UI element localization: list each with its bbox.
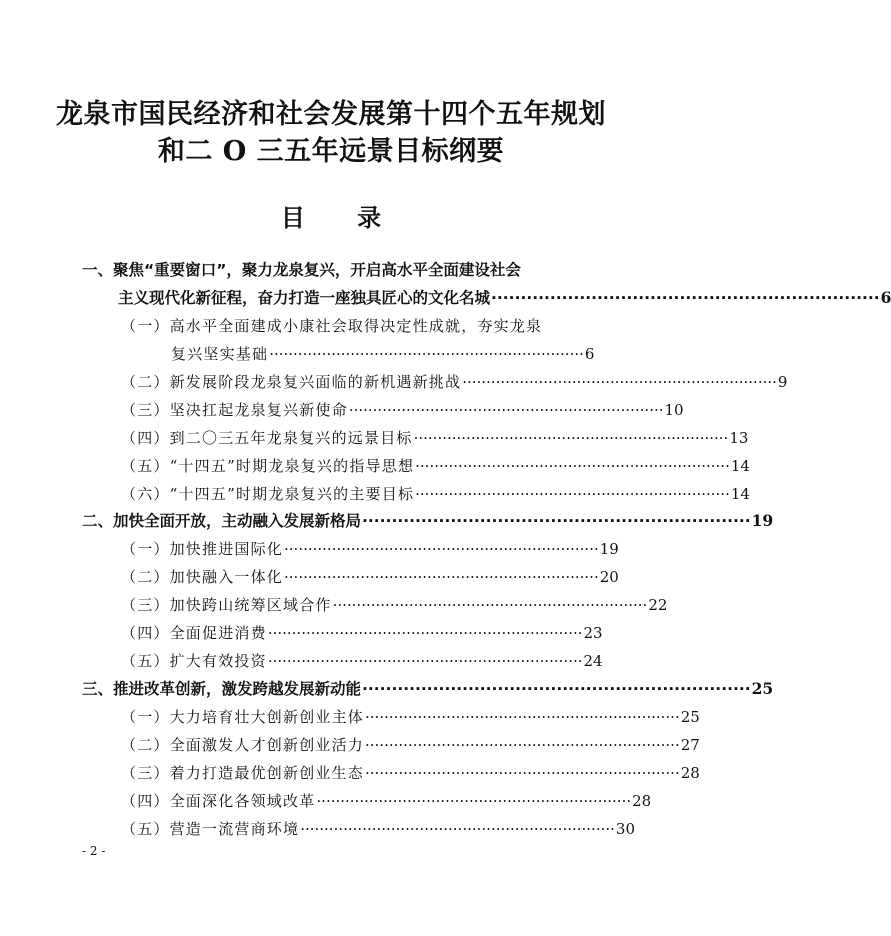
toc-page-number: 14 bbox=[730, 457, 750, 475]
toc-page-number: 20 bbox=[599, 568, 619, 586]
leader-dots: ·································································· bbox=[267, 652, 583, 670]
toc-entry-1-continued[interactable] bbox=[0, 285, 891, 311]
toc-entry-text: （五）“十四五”时期龙泉复兴的指导思想 bbox=[121, 457, 415, 475]
leader-dots: ·································································· bbox=[462, 373, 777, 391]
toc-page-number: 6 bbox=[880, 288, 891, 307]
toc-entry-text: （二）全面激发人才创新创业活力 bbox=[121, 736, 365, 754]
toc-entry-3-4[interactable] bbox=[0, 788, 662, 814]
toc-entry-text: （四）全面深化各领域改革 bbox=[121, 792, 316, 810]
page-number: - 2 - bbox=[82, 844, 106, 858]
toc-entry-1-2[interactable] bbox=[0, 369, 788, 395]
toc-entry-2-4[interactable] bbox=[0, 620, 662, 646]
leader-dots: ·································································· bbox=[284, 568, 599, 586]
toc-entry-3-2[interactable] bbox=[0, 732, 700, 758]
toc-entry-3-1[interactable] bbox=[0, 704, 700, 730]
toc-page-number: 13 bbox=[729, 429, 749, 447]
toc-entry-text: 三、推进改革创新，激发跨越发展新动能 bbox=[82, 680, 362, 698]
toc-entry-1-3[interactable] bbox=[0, 397, 684, 423]
toc-page-number: 23 bbox=[583, 624, 603, 642]
toc-entry-1-1-continued[interactable] bbox=[0, 341, 662, 367]
toc-page-number: 19 bbox=[751, 511, 774, 530]
leader-dots: ·································································· bbox=[415, 457, 730, 475]
toc-page-number: 6 bbox=[584, 345, 595, 363]
leader-dots: ·································································· bbox=[284, 540, 599, 558]
leader-dots: ·································································· bbox=[415, 485, 730, 503]
leader-dots: ·································································· bbox=[269, 345, 584, 363]
toc-heading: 目 录 bbox=[280, 204, 404, 232]
toc-entry-1-1[interactable] bbox=[0, 313, 662, 339]
toc-entry-1-6[interactable] bbox=[0, 481, 750, 507]
leader-dots: ·································································· bbox=[267, 624, 583, 642]
toc-entry-3-5[interactable] bbox=[0, 816, 662, 842]
leader-dots: ·································································· bbox=[362, 512, 751, 530]
toc-entry-text: （五）营造一流营商环境 bbox=[121, 820, 300, 838]
toc-entry-text: （三）加快跨山统筹区域合作 bbox=[121, 596, 332, 614]
toc-entry-text: （五）扩大有效投资 bbox=[121, 652, 267, 670]
toc-entry-text: （二）新发展阶段龙泉复兴面临的新机遇新挑战 bbox=[121, 373, 462, 391]
toc-entry-2-5[interactable] bbox=[0, 648, 662, 674]
toc-page-number: 24 bbox=[583, 652, 603, 670]
toc-entry-text: （三）着力打造最优创新创业生态 bbox=[121, 764, 365, 782]
toc-entry-text: （二）加快融入一体化 bbox=[121, 568, 284, 586]
toc-entry-3[interactable] bbox=[0, 676, 774, 702]
leader-dots: ·································································· bbox=[365, 708, 680, 726]
leader-dots: ·································································· bbox=[365, 736, 680, 754]
toc-entry-3-3[interactable] bbox=[0, 760, 700, 786]
toc-page-number: 27 bbox=[680, 736, 700, 754]
document-title-line-1: 龙泉市国民经济和社会发展第十四个五年规划 bbox=[56, 99, 606, 130]
toc-entry-text: 复兴坚实基础 bbox=[171, 345, 269, 363]
toc-page-number: 28 bbox=[632, 792, 652, 810]
toc-entry-text: （六）“十四五”时期龙泉复兴的主要目标 bbox=[121, 485, 415, 503]
toc-entry-text: 一、聚焦“重要窗口”，聚力龙泉复兴，开启高水平全面建设社会 bbox=[82, 261, 521, 279]
toc-page-number: 30 bbox=[615, 820, 635, 838]
toc-entry-2-1[interactable] bbox=[0, 536, 662, 562]
toc-entry-2[interactable] bbox=[0, 508, 774, 534]
leader-dots: ·································································· bbox=[365, 764, 680, 782]
toc-entry-text: （一）高水平全面建成小康社会取得决定性成就，夯实龙泉 bbox=[121, 317, 543, 335]
toc-entry-1[interactable] bbox=[0, 257, 662, 283]
toc-entry-text: （四）到二〇三五年龙泉复兴的远景目标 bbox=[121, 429, 413, 447]
toc-page-number: 10 bbox=[664, 401, 684, 419]
leader-dots: ·································································· bbox=[362, 680, 751, 698]
toc-entry-text: （一）加快推进国际化 bbox=[121, 540, 284, 558]
toc-entry-text: 主义现代化新征程，奋力打造一座独具匠心的文化名城 bbox=[118, 289, 491, 307]
toc-page-number: 22 bbox=[648, 596, 668, 614]
leader-dots: ·································································· bbox=[348, 401, 664, 419]
toc-entry-2-2[interactable] bbox=[0, 564, 662, 590]
leader-dots: ·································································· bbox=[413, 429, 729, 447]
toc-entry-text: （一）大力培育壮大创新创业主体 bbox=[121, 708, 365, 726]
toc-entry-text: 二、加快全面开放，主动融入发展新格局 bbox=[82, 512, 362, 530]
toc-entry-2-3[interactable] bbox=[0, 592, 668, 618]
toc-page-number: 25 bbox=[680, 708, 700, 726]
toc-page-number: 25 bbox=[751, 679, 774, 698]
leader-dots: ·································································· bbox=[491, 289, 880, 307]
leader-dots: ·································································· bbox=[300, 820, 615, 838]
toc-page-number: 9 bbox=[777, 373, 788, 391]
toc-entry-1-5[interactable] bbox=[0, 453, 750, 479]
document-title-line-2: 和二 O 三五年远景目标纲要 bbox=[157, 136, 505, 167]
toc-entry-text: （三）坚决扛起龙泉复兴新使命 bbox=[121, 401, 348, 419]
toc-entry-text: （四）全面促进消费 bbox=[121, 624, 267, 642]
toc-page-number: 19 bbox=[599, 540, 619, 558]
leader-dots: ·································································· bbox=[332, 596, 648, 614]
leader-dots: ·································································· bbox=[316, 792, 632, 810]
toc-page-number: 28 bbox=[680, 764, 700, 782]
toc-entry-1-4[interactable] bbox=[0, 425, 749, 451]
toc-page-number: 14 bbox=[730, 485, 750, 503]
